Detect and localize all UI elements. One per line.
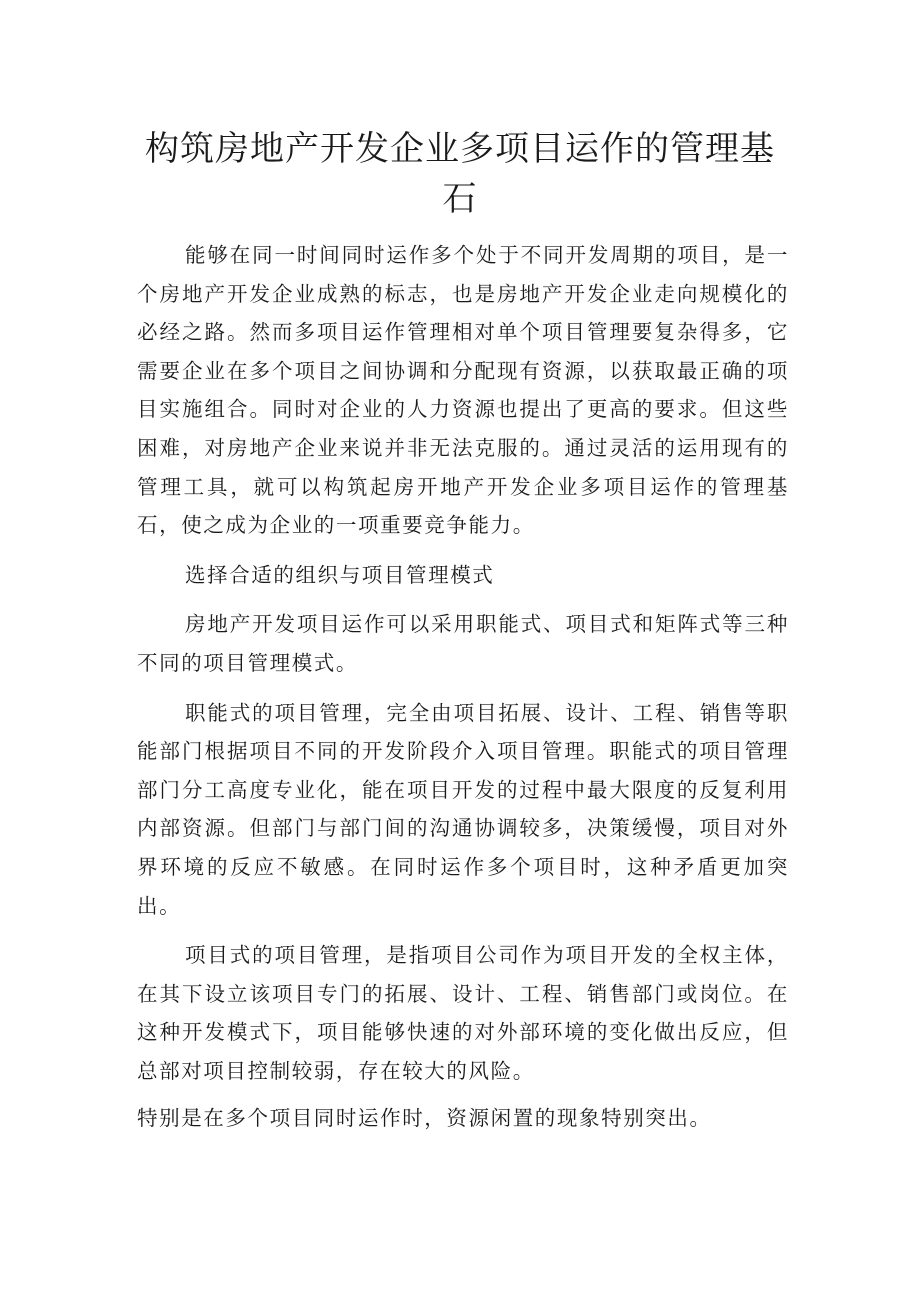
paragraph-project: 项目式的项目管理，是指项目公司作为项目开发的全权主体，在其下设立该项目专门的拓展、设计、工程、销售部门或岗位。在这种开发模式下，项目能够快速的对外部环境的变化做出反应，但总部对项目控制较弱，存在较大的风险。 (137, 943, 789, 1083)
paragraph-intro: 能够在同一时间同时运作多个处于不同开发周期的项目，是一个房地产开发企业成熟的标志，也是房地产开发企业走向规模化的必经之路。然而多项目运作管理相对单个项目管理要复杂得多，它需要企业在多个项目之间协调和分配现有资源，以获取最正确的项目实施组合。同时对企业的人力资源也提出了更高的要求。但这些困难，对房地产企业来说并非无法克服的。通过灵活的运用现有的管理工具，就可以构筑起房开地产开发企业多项目运作的管理基石，使之成为企业的一项重要竞争能力。 (137, 243, 789, 538)
paragraph-modes: 房地产开发项目运作可以采用职能式、项目式和矩阵式等三种不同的项目管理模式。 (137, 612, 789, 675)
paragraph-resources: 特别是在多个项目同时运作时，资源闲置的现象特别突出。 (137, 1106, 712, 1131)
document-title: 构筑房地产开发企业多项目运作的管理基石 (145, 129, 775, 219)
document-body (137, 236, 789, 1138)
paragraph-functional: 职能式的项目管理，完全由项目拓展、设计、工程、销售等职能部门根据项目不同的开发阶段介入项目管理。职能式的项目管理部门分工高度专业化，能在项目开发的过程中最大限度的反复利用内部资源。但部门与部门间的沟通协调较多，决策缓慢，项目对外界环境的反应不敏感。在同时运作多个项目时，这种矛盾更加突出。 (137, 700, 789, 918)
section-heading: 选择合适的组织与项目管理模式 (185, 562, 495, 587)
